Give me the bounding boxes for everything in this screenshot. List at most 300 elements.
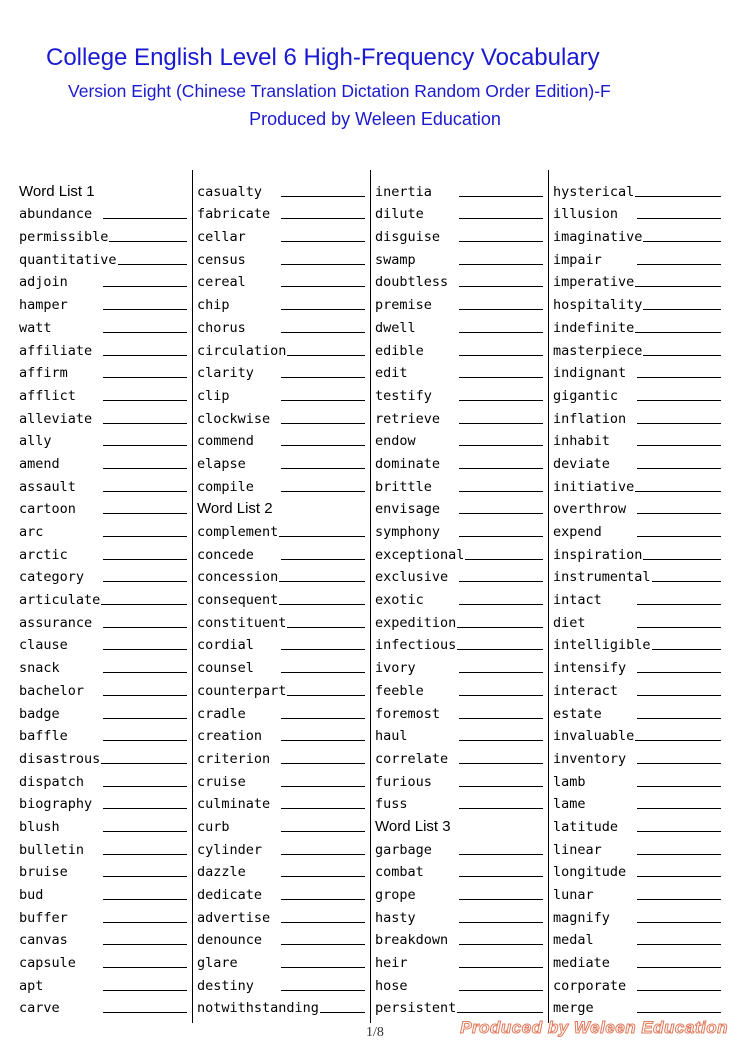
- vocab-row: [553, 177, 721, 200]
- column-divider: [548, 170, 549, 1023]
- answer-blank[interactable]: [459, 695, 543, 696]
- vocab-row: [375, 722, 543, 745]
- document-subtitle: Version Eight (Chinese Translation Dictation Random Order Edition)-F: [68, 81, 611, 101]
- vocab-word: inflation: [553, 410, 627, 427]
- vocab-row: [19, 926, 187, 949]
- vocab-row: [19, 767, 187, 790]
- vocab-word: biography: [19, 796, 93, 813]
- vocab-word: fuss: [375, 796, 408, 813]
- answer-blank[interactable]: [457, 1012, 543, 1013]
- vocab-row: [553, 722, 721, 745]
- vocab-row: [197, 540, 365, 563]
- word-column-4: [553, 177, 721, 1016]
- vocab-row: [375, 200, 543, 223]
- answer-blank[interactable]: [459, 445, 543, 446]
- vocab-word: dilute: [375, 206, 424, 223]
- answer-blank[interactable]: [637, 763, 721, 764]
- vocab-row: [375, 540, 543, 563]
- vocab-word: advertise: [197, 909, 271, 926]
- word-list-heading: Word List 2: [197, 500, 273, 518]
- answer-blank[interactable]: [459, 786, 543, 787]
- vocab-word: linear: [553, 841, 602, 858]
- vocab-word: mediate: [553, 955, 610, 972]
- vocab-row: [375, 790, 543, 813]
- vocab-word: clause: [19, 637, 68, 654]
- answer-blank[interactable]: [637, 1012, 721, 1013]
- vocab-word: abundance: [19, 206, 93, 223]
- answer-blank[interactable]: [459, 355, 543, 356]
- answer-blank[interactable]: [103, 581, 187, 582]
- answer-blank[interactable]: [103, 332, 187, 333]
- answer-blank[interactable]: [637, 831, 721, 832]
- answer-blank[interactable]: [103, 536, 187, 537]
- answer-blank[interactable]: [103, 423, 187, 424]
- vocab-row: [553, 427, 721, 450]
- page-number: 1/8: [366, 1025, 384, 1040]
- answer-blank[interactable]: [103, 400, 187, 401]
- answer-blank[interactable]: [637, 423, 721, 424]
- vocab-row: [375, 767, 543, 790]
- answer-blank[interactable]: [103, 672, 187, 673]
- vocab-word: counterpart: [197, 682, 287, 699]
- vocab-row: [197, 290, 365, 313]
- answer-blank[interactable]: [103, 355, 187, 356]
- answer-blank[interactable]: [103, 491, 187, 492]
- vocab-word: imaginative: [553, 229, 643, 246]
- answer-blank[interactable]: [279, 604, 365, 605]
- vocab-word: lame: [553, 796, 586, 813]
- answer-blank[interactable]: [281, 423, 365, 424]
- vocab-row: [197, 268, 365, 291]
- vocab-row: [19, 676, 187, 699]
- vocab-row: [197, 608, 365, 631]
- answer-blank[interactable]: [281, 445, 365, 446]
- vocab-word: intelligible: [553, 637, 651, 654]
- answer-blank[interactable]: [637, 944, 721, 945]
- answer-blank[interactable]: [635, 196, 721, 197]
- answer-blank[interactable]: [281, 944, 365, 945]
- answer-blank[interactable]: [459, 944, 543, 945]
- vocab-word: combat: [375, 864, 424, 881]
- vocab-word: watt: [19, 319, 52, 336]
- vocab-row: [197, 449, 365, 472]
- vocab-row: [197, 472, 365, 495]
- vocab-row: [19, 699, 187, 722]
- answer-blank[interactable]: [459, 808, 543, 809]
- answer-blank[interactable]: [637, 513, 721, 514]
- vocab-row: [19, 631, 187, 654]
- answer-blank[interactable]: [459, 309, 543, 310]
- answer-blank[interactable]: [103, 309, 187, 310]
- vocab-row: [19, 268, 187, 291]
- vocab-word: destiny: [197, 977, 254, 994]
- answer-blank[interactable]: [281, 218, 365, 219]
- answer-blank[interactable]: [103, 876, 187, 877]
- vocab-row: [19, 994, 187, 1017]
- answer-blank[interactable]: [281, 786, 365, 787]
- vocab-word: notwithstanding: [197, 1000, 319, 1017]
- answer-blank[interactable]: [637, 672, 721, 673]
- answer-blank[interactable]: [637, 854, 721, 855]
- answer-blank[interactable]: [103, 808, 187, 809]
- word-list-heading: Word List 1: [19, 182, 95, 200]
- vocab-row: [19, 880, 187, 903]
- vocab-word: census: [197, 251, 246, 268]
- answer-blank[interactable]: [281, 468, 365, 469]
- answer-blank[interactable]: [287, 695, 365, 696]
- vocab-word: capsule: [19, 955, 76, 972]
- vocab-word: dazzle: [197, 864, 246, 881]
- answer-blank[interactable]: [459, 264, 543, 265]
- answer-blank[interactable]: [637, 445, 721, 446]
- answer-blank[interactable]: [637, 899, 721, 900]
- answer-blank[interactable]: [103, 899, 187, 900]
- answer-blank[interactable]: [637, 627, 721, 628]
- vocab-row: [553, 767, 721, 790]
- answer-blank[interactable]: [637, 468, 721, 469]
- answer-blank[interactable]: [457, 627, 543, 628]
- vocab-row: [375, 926, 543, 949]
- answer-blank[interactable]: [281, 854, 365, 855]
- answer-blank[interactable]: [643, 559, 721, 560]
- vocab-row: [19, 200, 187, 223]
- answer-blank[interactable]: [287, 355, 365, 356]
- answer-blank[interactable]: [652, 649, 721, 650]
- answer-blank[interactable]: [281, 491, 365, 492]
- vocab-row: [197, 517, 365, 540]
- answer-blank[interactable]: [103, 513, 187, 514]
- vocab-row: [19, 540, 187, 563]
- answer-blank[interactable]: [459, 763, 543, 764]
- vocab-word: commend: [197, 433, 254, 450]
- answer-blank[interactable]: [103, 718, 187, 719]
- vocab-word: edit: [375, 365, 408, 382]
- vocab-word: amend: [19, 455, 60, 472]
- answer-blank[interactable]: [281, 241, 365, 242]
- vocab-row: [553, 812, 721, 835]
- answer-blank[interactable]: [281, 264, 365, 265]
- answer-blank[interactable]: [281, 196, 365, 197]
- vocab-word: denounce: [197, 932, 263, 949]
- answer-blank[interactable]: [637, 695, 721, 696]
- answer-blank[interactable]: [103, 649, 187, 650]
- vocab-row: [375, 948, 543, 971]
- answer-blank[interactable]: [637, 808, 721, 809]
- vocab-word: compile: [197, 478, 254, 495]
- answer-blank[interactable]: [459, 740, 543, 741]
- answer-blank[interactable]: [101, 604, 187, 605]
- vocab-row: [197, 631, 365, 654]
- answer-blank[interactable]: [281, 899, 365, 900]
- word-column-2: [197, 177, 365, 1016]
- answer-blank[interactable]: [281, 967, 365, 968]
- answer-blank[interactable]: [281, 672, 365, 673]
- answer-blank[interactable]: [103, 468, 187, 469]
- answer-blank[interactable]: [459, 377, 543, 378]
- answer-blank[interactable]: [465, 559, 543, 560]
- vocab-word: casualty: [197, 183, 263, 200]
- answer-blank[interactable]: [643, 241, 721, 242]
- vocab-row: [19, 563, 187, 586]
- answer-blank[interactable]: [103, 967, 187, 968]
- answer-blank[interactable]: [103, 922, 187, 923]
- vocab-row: [197, 722, 365, 745]
- vocab-row: [375, 313, 543, 336]
- vocab-word: invaluable: [553, 728, 635, 745]
- vocab-word: quantitative: [19, 251, 117, 268]
- vocab-row: [375, 744, 543, 767]
- vocab-word: lamb: [553, 773, 586, 790]
- answer-blank[interactable]: [459, 286, 543, 287]
- vocab-word: swamp: [375, 251, 416, 268]
- answer-blank[interactable]: [459, 581, 543, 582]
- answer-blank[interactable]: [637, 536, 721, 537]
- vocab-row: [19, 495, 187, 518]
- vocab-row: [553, 381, 721, 404]
- answer-blank[interactable]: [459, 990, 543, 991]
- answer-blank[interactable]: [118, 264, 187, 265]
- vocab-word: medal: [553, 932, 594, 949]
- word-column-3: [375, 177, 543, 1016]
- vocab-word: garbage: [375, 841, 432, 858]
- vocab-word: indefinite: [553, 319, 635, 336]
- vocab-row: [553, 449, 721, 472]
- vocab-word: envisage: [375, 501, 441, 518]
- answer-blank[interactable]: [459, 854, 543, 855]
- vocab-word: intensify: [553, 660, 627, 677]
- vocab-word: endow: [375, 433, 416, 450]
- answer-blank[interactable]: [635, 491, 721, 492]
- vocab-word: hasty: [375, 909, 416, 926]
- vocab-row: [197, 585, 365, 608]
- vocab-word: interact: [553, 682, 619, 699]
- answer-blank[interactable]: [109, 241, 187, 242]
- answer-blank[interactable]: [103, 445, 187, 446]
- answer-blank[interactable]: [457, 649, 543, 650]
- vocab-row: [553, 994, 721, 1017]
- vocab-word: inventory: [553, 750, 627, 767]
- vocab-row: [375, 699, 543, 722]
- vocab-word: intact: [553, 592, 602, 609]
- vocab-word: bud: [19, 887, 44, 903]
- answer-blank[interactable]: [652, 581, 721, 582]
- answer-blank[interactable]: [459, 218, 543, 219]
- answer-blank[interactable]: [103, 286, 187, 287]
- vocab-row: [197, 971, 365, 994]
- answer-blank[interactable]: [459, 718, 543, 719]
- vocab-row: [197, 676, 365, 699]
- answer-blank[interactable]: [281, 876, 365, 877]
- answer-blank[interactable]: [320, 1012, 365, 1013]
- vocab-row: [553, 290, 721, 313]
- answer-blank[interactable]: [459, 400, 543, 401]
- vocab-word: clarity: [197, 365, 254, 382]
- answer-blank[interactable]: [103, 695, 187, 696]
- answer-blank[interactable]: [281, 332, 365, 333]
- vocab-row: [197, 767, 365, 790]
- vocab-row: [19, 835, 187, 858]
- answer-blank[interactable]: [281, 831, 365, 832]
- vocab-row: [553, 608, 721, 631]
- vocab-word: inspiration: [553, 546, 643, 563]
- answer-blank[interactable]: [103, 740, 187, 741]
- vocab-word: edible: [375, 342, 424, 359]
- answer-blank[interactable]: [279, 581, 365, 582]
- vocab-word: cartoon: [19, 501, 76, 518]
- vocab-row: [19, 971, 187, 994]
- answer-blank[interactable]: [635, 286, 721, 287]
- answer-blank[interactable]: [459, 536, 543, 537]
- vocab-word: expend: [553, 524, 602, 540]
- answer-blank[interactable]: [281, 990, 365, 991]
- vocab-row: [553, 200, 721, 223]
- answer-blank[interactable]: [281, 377, 365, 378]
- answer-blank[interactable]: [643, 309, 721, 310]
- vocab-word: clip: [197, 387, 230, 404]
- answer-blank[interactable]: [281, 309, 365, 310]
- vocab-row: [197, 653, 365, 676]
- vocab-row: [197, 926, 365, 949]
- vocab-row: [197, 858, 365, 881]
- answer-blank[interactable]: [459, 423, 543, 424]
- vocab-word: concede: [197, 546, 254, 563]
- vocab-row: [553, 359, 721, 382]
- vocab-row: [553, 563, 721, 586]
- answer-blank[interactable]: [281, 559, 365, 560]
- vocab-word: exotic: [375, 592, 424, 609]
- answer-blank[interactable]: [637, 377, 721, 378]
- vocab-word: merge: [553, 1000, 594, 1017]
- vocab-word: exclusive: [375, 569, 449, 586]
- vocab-word: foremost: [375, 705, 441, 722]
- vocab-row: [375, 563, 543, 586]
- answer-blank[interactable]: [103, 854, 187, 855]
- answer-blank[interactable]: [287, 627, 365, 628]
- answer-blank[interactable]: [459, 922, 543, 923]
- vocab-word: buffer: [19, 909, 68, 926]
- vocab-row: [553, 744, 721, 767]
- vocab-word: assault: [19, 478, 76, 495]
- vocab-row: [19, 245, 187, 268]
- answer-blank[interactable]: [635, 332, 721, 333]
- vocab-row: [19, 313, 187, 336]
- answer-blank[interactable]: [637, 400, 721, 401]
- vocab-word: cradle: [197, 705, 246, 722]
- vocab-row: [197, 903, 365, 926]
- answer-blank[interactable]: [281, 286, 365, 287]
- answer-blank[interactable]: [103, 831, 187, 832]
- answer-blank[interactable]: [103, 1012, 187, 1013]
- answer-blank[interactable]: [459, 513, 543, 514]
- vocab-word: ivory: [375, 660, 416, 677]
- answer-blank[interactable]: [635, 740, 721, 741]
- vocab-row: [375, 653, 543, 676]
- vocab-word: elapse: [197, 455, 246, 472]
- answer-blank[interactable]: [459, 876, 543, 877]
- vocab-row: [375, 631, 543, 654]
- vocab-row: [19, 404, 187, 427]
- answer-blank[interactable]: [459, 196, 543, 197]
- answer-blank[interactable]: [281, 400, 365, 401]
- vocab-row: [375, 835, 543, 858]
- answer-blank[interactable]: [637, 786, 721, 787]
- vocab-word: baffle: [19, 728, 68, 745]
- vocab-word: gigantic: [553, 387, 619, 404]
- vocab-word: inertia: [375, 183, 432, 200]
- vocab-row: [375, 676, 543, 699]
- answer-blank[interactable]: [643, 355, 721, 356]
- vocab-row: [197, 245, 365, 268]
- vocab-word: lunar: [553, 887, 594, 903]
- vocab-row: [19, 653, 187, 676]
- answer-blank[interactable]: [637, 218, 721, 219]
- answer-blank[interactable]: [103, 944, 187, 945]
- answer-blank[interactable]: [103, 377, 187, 378]
- vocab-row: [197, 427, 365, 450]
- answer-blank[interactable]: [103, 786, 187, 787]
- answer-blank[interactable]: [101, 763, 187, 764]
- answer-blank[interactable]: [637, 718, 721, 719]
- vocab-row: [375, 449, 543, 472]
- answer-blank[interactable]: [459, 468, 543, 469]
- answer-blank[interactable]: [459, 967, 543, 968]
- vocab-row: [375, 222, 543, 245]
- answer-blank[interactable]: [281, 740, 365, 741]
- vocab-row: [553, 268, 721, 291]
- vocab-word: permissible: [19, 229, 109, 246]
- vocab-row: [19, 858, 187, 881]
- vocab-word: affiliate: [19, 342, 93, 359]
- vocab-row: [19, 359, 187, 382]
- answer-blank[interactable]: [459, 491, 543, 492]
- vocab-row: [553, 313, 721, 336]
- vocab-word: infectious: [375, 637, 457, 654]
- answer-blank[interactable]: [281, 649, 365, 650]
- answer-blank[interactable]: [281, 922, 365, 923]
- answer-blank[interactable]: [637, 876, 721, 877]
- answer-blank[interactable]: [279, 536, 365, 537]
- answer-blank[interactable]: [637, 990, 721, 991]
- vocab-row: [197, 835, 365, 858]
- answer-blank[interactable]: [103, 218, 187, 219]
- answer-blank[interactable]: [637, 264, 721, 265]
- answer-blank[interactable]: [459, 604, 543, 605]
- answer-blank[interactable]: [637, 922, 721, 923]
- vocab-word: apt: [19, 977, 44, 994]
- answer-blank[interactable]: [103, 990, 187, 991]
- vocab-word: creation: [197, 728, 263, 745]
- answer-blank[interactable]: [637, 604, 721, 605]
- vocab-word: dispatch: [19, 773, 85, 790]
- answer-blank[interactable]: [637, 967, 721, 968]
- vocab-word: inhabit: [553, 433, 610, 450]
- vocab-row: [197, 381, 365, 404]
- answer-blank[interactable]: [459, 899, 543, 900]
- answer-blank[interactable]: [281, 718, 365, 719]
- answer-blank[interactable]: [459, 332, 543, 333]
- vocab-word: hose: [375, 977, 408, 994]
- vocab-row: [19, 427, 187, 450]
- answer-blank[interactable]: [459, 672, 543, 673]
- answer-blank[interactable]: [459, 241, 543, 242]
- answer-blank[interactable]: [103, 559, 187, 560]
- vocab-word: brittle: [375, 478, 432, 495]
- answer-blank[interactable]: [281, 808, 365, 809]
- vocab-row: [553, 472, 721, 495]
- vocab-row: [553, 948, 721, 971]
- answer-blank[interactable]: [103, 627, 187, 628]
- answer-blank[interactable]: [281, 763, 365, 764]
